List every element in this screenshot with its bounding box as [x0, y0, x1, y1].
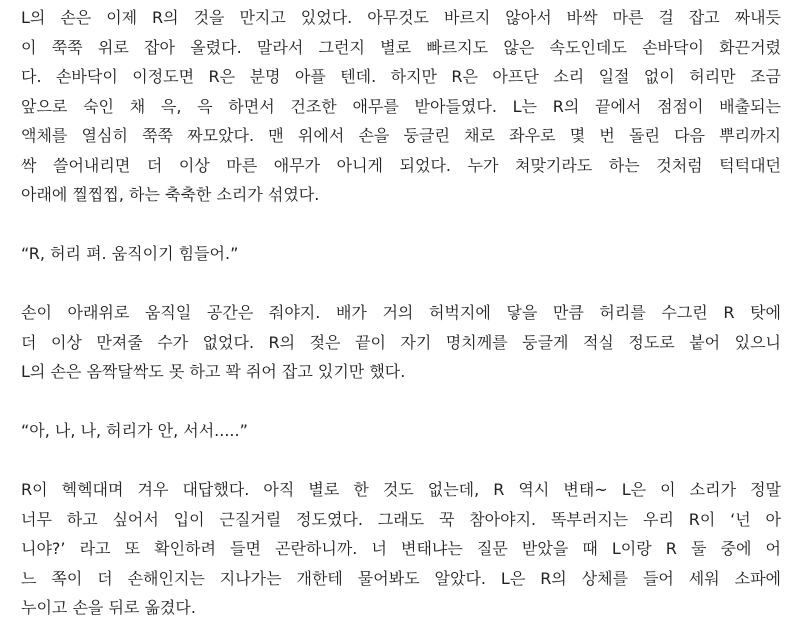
paragraph-gap — [21, 387, 781, 417]
text-line: 이 쭉쭉 위로 잡아 올렸다. 말라서 그런지 별로 빠르지도 않은 속도인데도 손바닥이 화끈거렸 — [21, 37, 781, 57]
text-line: 누이고 손을 뒤로 옮겼다. — [21, 598, 196, 617]
text-line: 손이 아래위로 움직일 공간은 줘야지. 배가 거의 허벅지에 닿을 만큼 허리를 수그린 R 탓에 — [21, 303, 781, 322]
text-line: 싹 쓸어내리면 더 이상 마른 애무가 아니게 되었다. 누가 쳐맞기라도 하는 것처럼 턱턱대던 — [21, 155, 781, 175]
paragraph-3 — [21, 298, 781, 387]
paragraph-4-dialogue — [21, 416, 781, 446]
text-line: 액체를 열심히 쭉쭉 짜모았다. 맨 위에서 손을 둥글린 채로 좌우로 몇 번 돌린 다음 뿌리까지 — [21, 126, 781, 145]
paragraph-1 — [21, 3, 781, 210]
text-line: 니야?’ 라고 또 확인하려 들면 곤란하니까. 너 변태냐는 질문 받았을 때 L이랑 R 둘 중에 어 — [21, 539, 781, 558]
text-line: 더 이상 만져줄 수가 없었다. R의 젖은 끝이 자기 명치께를 둥글게 적실 정도로 붙어 있으니 — [21, 332, 781, 352]
paragraph-gap — [21, 269, 781, 299]
text-line: 앞으로 숙인 채 윽, 윽 하면서 건조한 애무를 받아들였다. L는 R의 끝에서 점점이 배출되는 — [21, 96, 781, 116]
paragraph-5 — [21, 475, 781, 623]
text-line: 아래에 찔찝찝, 하는 축축한 소리가 섞였다. — [21, 185, 320, 204]
paragraph-2-dialogue — [21, 239, 781, 269]
paragraph-gap — [21, 446, 781, 476]
text-line: L의 손은 옴짝달싹도 못 하고 꽉 쥐어 잡고 있기만 했다. — [21, 362, 406, 381]
document-body — [21, 3, 781, 623]
text-line: 너무 하고 싶어서 입이 근질거릴 정도였다. 그래도 꾹 참아야지. 똑부러지는 우리 R이 ‘넌 아 — [21, 509, 781, 529]
text-line: 다. 손바닥이 이정도면 R은 분명 아플 텐데. 하지만 R은 아프단 소리 일절 없이 허리만 조금 — [21, 67, 781, 86]
text-line: 느 쪽이 더 손해인지는 지나가는 개한테 물어봐도 알았다. L은 R의 상체를 들어 세워 소파에 — [21, 568, 781, 588]
text-line: R이 헥헥대며 겨우 대답했다. 아직 별로 한 것도 없는데, R 역시 변태~ L은 이 소리가 정말 — [21, 480, 781, 499]
dialogue-line: “R, 허리 펴. 움직이기 힘들어.” — [21, 244, 239, 263]
dialogue-line: “아, 나, 나, 허리가 안, 서서.....” — [21, 421, 248, 440]
text-line: L의 손은 이제 R의 것을 만지고 있었다. 아무것도 바르지 않아서 바싹 마른 걸 잡고 짜내듯 — [21, 8, 781, 27]
paragraph-gap — [21, 210, 781, 240]
